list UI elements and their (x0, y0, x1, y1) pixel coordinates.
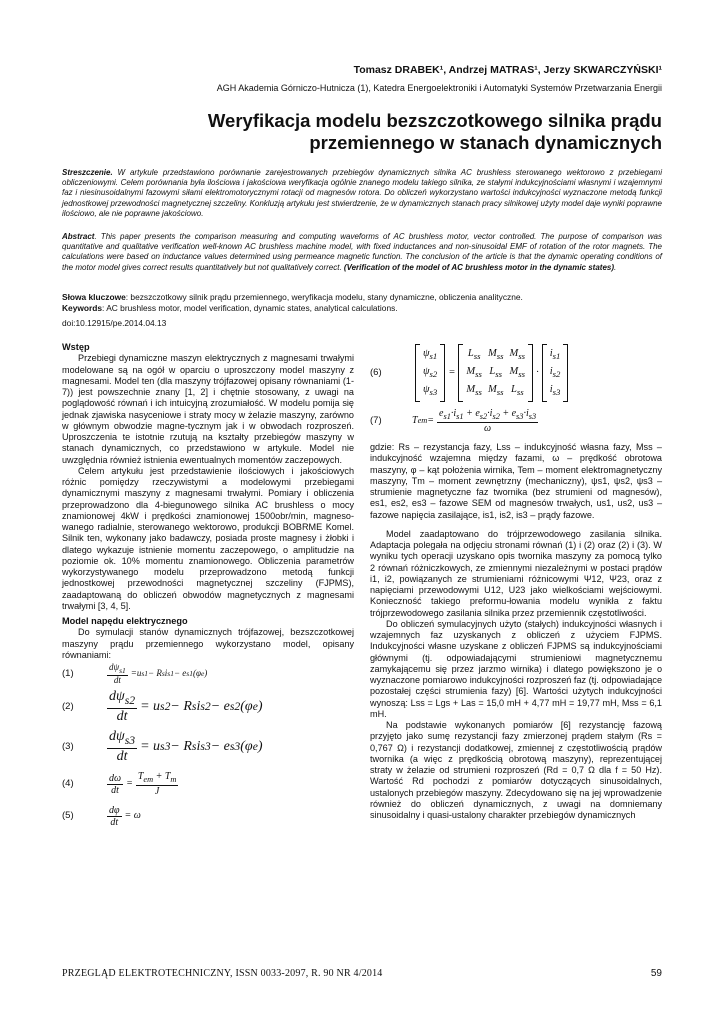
abstract-pl-text: W artykule przedstawiono porównanie zarejestrowanych przebiegów dynamicznych silnika AC brushless sterowanego wektorowo z przebiegami obliczeniowymi. Celem porównania była ilościowa i jakościowa weryfikacja ogólnie znanego modelu takiego silnika, ze stałymi indukcyjnościami własnymi i wzajemnymi faz i niesinusoidalnymi fazowymi siłami elektromotorycznymi rotacji od magnesów rotora. Do obliczeń wykorzystano wartości indukcyjności wyznaczone metodą funkcji jednostkowej przewodności magnetycznej szczeliny. Konkluzją artykułu jest stwierdzenie, że w dynamicznych stanach pracy silnikowej użyty model daje wyniki poprawne ilościowo, ale nie poprawne jakościowo. (62, 168, 662, 218)
journal-footer: PRZEGLĄD ELEKTROTECHNICZNY, ISSN 0033-2097, R. 90 NR 4/2014 (62, 968, 383, 979)
paragraph-1: Przebiegi dynamiczne maszyn elektrycznych z magnesami trwałymi modelowane są na ogół w oparciu o uproszczony model maszyny z magnesami. Model ten (dla maszyny trójfazowej opisany równaniami (1-7)) jest powszechnie znany [1, 2] i chętnie stosowany, z uwagi na poglądowość równań i ich intuicyjną zrozumiałość. W modelu pomija się jednak zjawiska nasyceniowe i straty mocy w żelazie maszyny, zarówno w głównym obwodzie magne-tycznym jak i w obwodach rozproszeń. Uproszczenia te istotnie rzutują na kształty przebiegów maszyny w stanach dynamicznych, co przedstawiono w artykule. Model nie uwzględnia również istnienia ewentualnych momentów zaczepowych. (62, 353, 354, 465)
abstract-en-label: Abstract (62, 232, 95, 241)
keywords-en (62, 303, 662, 314)
eq7-number: (7) (370, 415, 382, 427)
title-line-2: przemiennego w stanach dynamicznych (309, 132, 662, 153)
page-number: 59 (650, 968, 662, 979)
abstract-pl-label: Streszczenie. (62, 168, 113, 177)
keywords-pl-label: Słowa kluczowe (62, 292, 126, 302)
eq5-number: (5) (62, 810, 74, 822)
equation-4: (4) $\frac{d\omega}{dt}$ = $\frac{T_{em} + T_m}{J}$ (62, 771, 177, 797)
heading-model: Model napędu elektrycznego (62, 616, 188, 626)
heading-wstep: Wstęp (62, 342, 90, 352)
abstract-pl (62, 168, 662, 219)
abstract-en (62, 232, 662, 273)
eq4-number: (4) (62, 778, 74, 790)
paragraph-4: Model zaadaptowano do trójprzewodowego zasilania silnika. Adaptacja polegała na odjęciu stronami równań (1) i (2) oraz (2) i (3). W wyniku tych operacji uzyskano opis twornika maszyny za pomocą tylko 2 równań różniczkowych, ze zmiennymi niezależnymi w postaci prądów i1, i2, powiązanych ze strumieniami różnicowymi Ψ12, Ψ23, oraz z napięciami przewodowymi U12, U23 jako wielkościami wejściowymi. Konieczność takiego preformu-łowania modelu wynikła z faktu trójprzewodowego zasilania silnika przez przemiennik częstotliwości. (370, 528, 662, 618)
keywords-block (62, 292, 662, 329)
title-line-1: Weryfikacja modelu bezszczotkowego silnika prądu (207, 110, 662, 131)
abstract-en-end: . (614, 262, 617, 272)
eq3-number: (3) (62, 741, 74, 753)
eq6-number: (6) (370, 367, 382, 379)
paragraph-6: Na podstawie wykonanych pomiarów [6] rezystancję fazową przyjęto jako sumę rezystancji fazy zmierzonej prądem stałym (Rs = 0,767 Ω) i rezystancji dodatkowej, zmiennej z częstotliwością prądów twornika (a więc z prędkością obrotową maszyny), reprezentującej straty w żelazie od strumieni rozproszeń (Rd = 0,7 Ω dla f = 50 Hz). Wartość Rd pochodzi z pomiarów dotyczących sinusoidalnych, ustalonych przebiegów maszyny. Zdecydowano się na jej wprowadzenie również do obliczeń dynamicznych, z uwagi na domniemany sinusoidalny i quasi-ustalony charakter przebiegów dynamicznych (370, 720, 662, 820)
abstract-en-title: (Verification of the model of AC brushless motor in the dynamic states) (343, 262, 615, 272)
authors: Tomasz DRABEK¹, Andrzej MATRAS¹, Jerzy SKWARCZYŃSKI¹ (353, 64, 662, 76)
doi: doi:10.12915/pe.2014.04.13 (62, 318, 167, 328)
keywords-en-text: : AC brushless motor, model verification, dynamic states, analytical calculations. (102, 303, 398, 313)
keywords-en-label: Keywords (62, 303, 103, 313)
right-column (370, 342, 662, 821)
equation-1: (1) $\frac{d\psi_{s1}}{dt}$ =u s1 − R s i s1 − e s1 (φ e ) (62, 661, 208, 685)
equation-6: (6) $\psi_{s1}$ $\psi_{s2}$ $\psi_{s3}$ = $L_{ss}$ $M_{ss}$ $M_{ss}$ $M_{ss}$ $L_{ss}$ $M_{ss}$ $M_{ss}$ $M_{ss}$ $L_{ss}$ · $i_{s1}$ $i_{s2}$ $i_{s3}$ (370, 342, 662, 404)
affiliation: AGH Akademia Górniczo-Hutnicza (1), Katedra Energoelektroniki i Automatyki Systemów Przetwarzania Energii (216, 83, 662, 93)
equation-7: (7) T em = $\frac{e_{s1}\cdot i_{s1} + e_{s2}\cdot i_{s2} + e_{s3}\cdot i_{s3}}{\omega}$ (370, 408, 537, 434)
equation-2: (2) $\frac{d\psi_{s2}}{dt}$ = u s2 − R s i s2 − e s2 (φ e ) (62, 689, 263, 725)
equation-5: (5) $\frac{d\varphi}{dt}$ = ω (62, 804, 141, 828)
paragraph-3: Do symulacji stanów dynamicznych trójfazowej, bezszczotkowej maszyny prądu przemiennego wykorzystano model, opisany równaniami: (62, 627, 354, 660)
paper-title (122, 110, 662, 154)
symbol-definitions: gdzie: Rs – rezystancja fazy, Lss – indukcyjność własna fazy, Mss – indukcyjność wzajemna między fazami, ω – prędkość obrotowa maszyny, φ – kąt położenia wirnika, Tem – moment elektromagnetyczny maszyny, Tm – moment zewnętrzny (mechaniczny), ψs1, ψs2, ψs3 – strumienie magnetyczne faz twornika (bez strumieni od magnesów), es1, es2, es3 – fazowe SEM od magnesów trwałych, us1, us2, us3 – fazowe napięcia zasilające, is1, is2, is3 – prądy fazowe. (370, 442, 662, 520)
eq2-number: (2) (62, 701, 74, 713)
left-column (62, 342, 354, 831)
keywords-pl (62, 292, 662, 303)
equation-3: (3) $\frac{d\psi_{s3}}{dt}$ = u s3 − R s i s3 − e s3 (φ e ) (62, 729, 263, 765)
eq1-number: (1) (62, 668, 74, 680)
paragraph-2: Celem artykułu jest przedstawienie ilościowych i jakościowych różnic pomiędzy rzeczywistymi a modelowymi przebiegami dynamicznymi maszyny z magnesami trwałymi. Pomiary i obliczenia przeprowadzono dla 4-biegunowego silnika AC brushless o mocy znamionowej 4kW i prędkości znamionowej 1500obr/min, magneso-wanego radialnie, sterowanego wektorowo, produkcji BOBRME Komel. Silnik ten, wykonany jako badawczy, posiada proste magnesy i żłobki i dlatego wykazuje istnienie momentu zaczepowego, o amplitudzie na poziomie ok. 10% momentu znamionowego. Obliczenia parametrów wykorzystywanego modelu przeprowadzono metodą funkcji jednostkowej przewodności magnetycznej szczeliny (FJPMS), zaadaptowaną do obliczeń obwodów magnetycznych z magnesami trwałymi [3, 4, 5]. (62, 465, 354, 611)
abstract-en-text: . This paper presents the comparison measuring and computing waveforms of AC brushless motor, vector controlled. The purpose of comparison was quantitative and qualitative verification well-known AC brushless machine model, with fixed inductances and non-sinusoidal EMF of rotation of the rotor magnets. The calculations were based on inductance values determined using permeance magnetic function. The conclusion of the article is that the dynamic operating conditions of the motor model gives correct results quantitatively but not qualitatively correct. (62, 232, 662, 272)
paragraph-5: Do obliczeń symulacyjnych użyto (stałych) indukcyjności własnych i wzajemnych faz uzyskanych z obliczeń z użyciem FJPMS. Indukcyjności własne uzyskane z obliczeń FJPMS są indukcyjnościami głównymi (tj. odpowiadającymi strumieniowi magnetycznemu zamykającemu się przez jarzmo wirnika) i dlatego powiększono je o wyznaczone pomiarowo indukcyjności rozproszeń faz (tj. odpowiadające pozostałej części strumienia fazy) [6]. Wartości użytych indukcyjności wynoszą: Lss = Lgs + Las = 15,0 mH + 4,77 mH = 19,77 mH, Mss = 6,1 mH. (370, 618, 662, 719)
keywords-pl-text: : bezszczotkowy silnik prądu przemiennego, weryfikacja modelu, stany dynamiczne, obliczenia analityczne. (125, 292, 523, 302)
